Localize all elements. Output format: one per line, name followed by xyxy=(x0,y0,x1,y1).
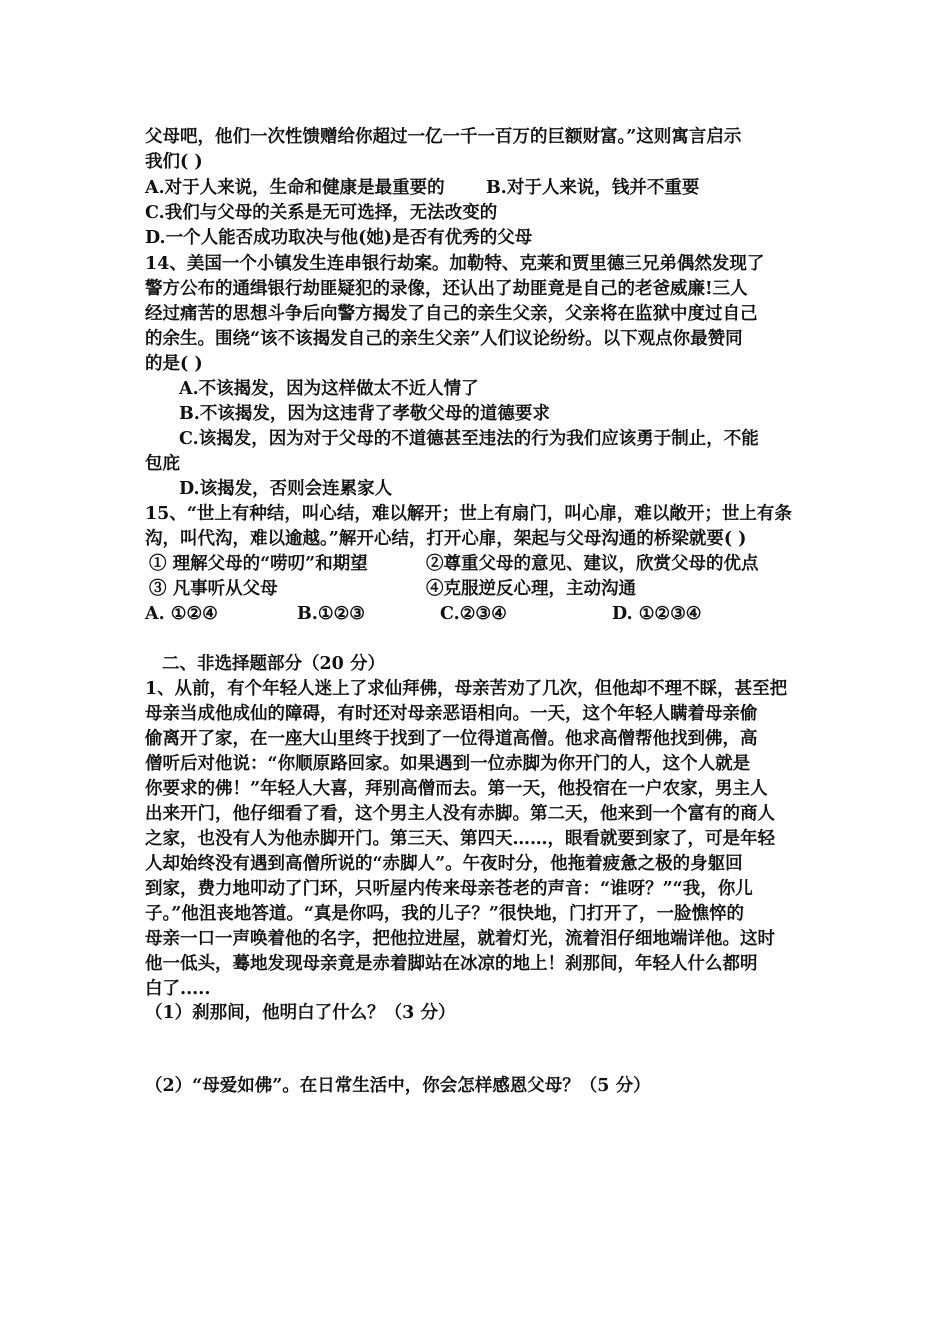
q13-text-line: 我们( ) xyxy=(145,152,203,172)
q13-option-a: A.对于人来说，生命和健康是最重要的 xyxy=(145,178,445,198)
passage-line: 人却始终没有遇到高僧所说的“赤脚人”。午夜时分，他拖着疲惫之极的身躯回 xyxy=(145,854,743,874)
q14-text-line: 警方公布的通缉银行劫匪疑犯的录像，还认出了劫匪竟是自己的老爸威廉!三人 xyxy=(145,279,748,299)
q14-option-c: C.该揭发，因为对于父母的不道德甚至违法的行为我们应该勇于制止，不能 xyxy=(179,429,759,449)
q15-statement-2: ②尊重父母的意见、建议，欣赏父母的优点 xyxy=(426,554,759,574)
q13-option-b: B.对于人来说，钱并不重要 xyxy=(486,178,700,198)
passage-line: 母亲当成他成仙的障碍，有时还对母亲恶语相向。一天，这个年轻人瞒着母亲偷 xyxy=(145,704,758,724)
q15-statement-1: ① 理解父母的“唠叨”和期望 xyxy=(149,554,368,574)
q13-option-d: D.一个人能否成功取决与他(她)是否有优秀的父母 xyxy=(145,228,533,248)
passage-line: 偷离开了家，在一座大山里终于找到了一位得道高僧。他求高僧帮他找到佛，高 xyxy=(145,729,758,749)
passage-line: 白了..... xyxy=(145,979,211,999)
passage-line: 母亲一口一声唤着他的名字，把他拉进屋，就着灯光，流着泪仔细地端详他。这时 xyxy=(145,929,775,949)
question-2: （2）“母爱如佛”。在日常生活中，你会怎样感恩父母？（5 分） xyxy=(145,1076,651,1096)
q15-option-a: A. ①②④ xyxy=(145,604,218,624)
passage-line: 到家，费力地叩动了门环，只听屋内传来母亲苍老的声音：“谁呀？”“我，你儿 xyxy=(145,879,753,899)
passage-line: 僧听后对他说：“你顺原路回家。如果遇到一位赤脚为你开门的人，这个人就是 xyxy=(145,754,751,774)
passage-line: 之家，也没有人为他赤脚开门。第三天、第四天……，眼看就要到家了，可是年轻 xyxy=(145,829,775,849)
q15-statement-3: ③ 凡事听从父母 xyxy=(149,579,278,599)
passage-line: 1、从前，有个年轻人迷上了求仙拜佛，母亲苦劝了几次，但他却不理不睬，甚至把 xyxy=(145,679,788,699)
q15-option-d: D. ①②③④ xyxy=(612,604,702,624)
passage-line: 你要求的佛！”年轻人大喜，拜别高僧而去。第一天，他投宿在一户农家，男主人 xyxy=(145,779,768,799)
q14-text-line: 经过痛苦的思想斗争后向警方揭发了自己的亲生父亲，父亲将在监狱中度过自己 xyxy=(145,304,758,324)
q15-statement-4: ④克服逆反心理，主动沟通 xyxy=(426,579,636,599)
q14-option-b: B.不该揭发，因为这违背了孝敬父母的道德要求 xyxy=(179,404,550,424)
passage-line: 出来开门，他仔细看了看，这个男主人没有赤脚。第二天，他来到一个富有的商人 xyxy=(145,804,775,824)
q15-option-b: B.①②③ xyxy=(297,604,365,624)
q15-text-line: 沟，叫代沟，难以逾越。”解开心结，打开心扉，架起与父母沟通的桥梁就要( ) xyxy=(145,529,747,549)
q14-option-d: D.该揭发，否则会连累家人 xyxy=(179,479,393,499)
q15-option-c: C.②③④ xyxy=(440,604,507,624)
q14-option-a: A.不该揭发，因为这样做太不近人情了 xyxy=(179,379,479,399)
section-heading: 二、非选择题部分（20 分） xyxy=(162,654,385,674)
q14-text-line: 的余生。围绕“该不该揭发自己的亲生父亲”人们议论纷纷。以下观点你最赞同 xyxy=(145,329,743,349)
q14-option-c-continued: 包庇 xyxy=(145,454,180,474)
q13-option-c: C.我们与父母的关系是无可选择，无法改变的 xyxy=(145,203,498,223)
q14-text-line: 的是( ) xyxy=(145,354,203,374)
q15-text-line: 15、“世上有种结，叫心结，难以解开；世上有扇门，叫心扉，难以敞开；世上有条 xyxy=(145,504,792,524)
question-1: （1）刹那间，他明白了什么？（3 分） xyxy=(145,1003,456,1023)
q13-text-line: 父母吧，他们一次性馈赠给你超过一亿一千一百万的巨额财富。”这则寓言启示 xyxy=(145,127,742,147)
passage-line: 他一低头，蓦地发现母亲竟是赤着脚站在冰凉的地上！刹那间，年轻人什么都明 xyxy=(145,954,758,974)
passage-line: 子。”他沮丧地答道。“真是你吗，我的儿子？”很快地，门打开了，一脸憔悴的 xyxy=(145,904,744,924)
q14-text-line: 14、美国一个小镇发生连串银行劫案。加勒特、克莱和贾里德三兄弟偶然发现了 xyxy=(145,254,765,274)
